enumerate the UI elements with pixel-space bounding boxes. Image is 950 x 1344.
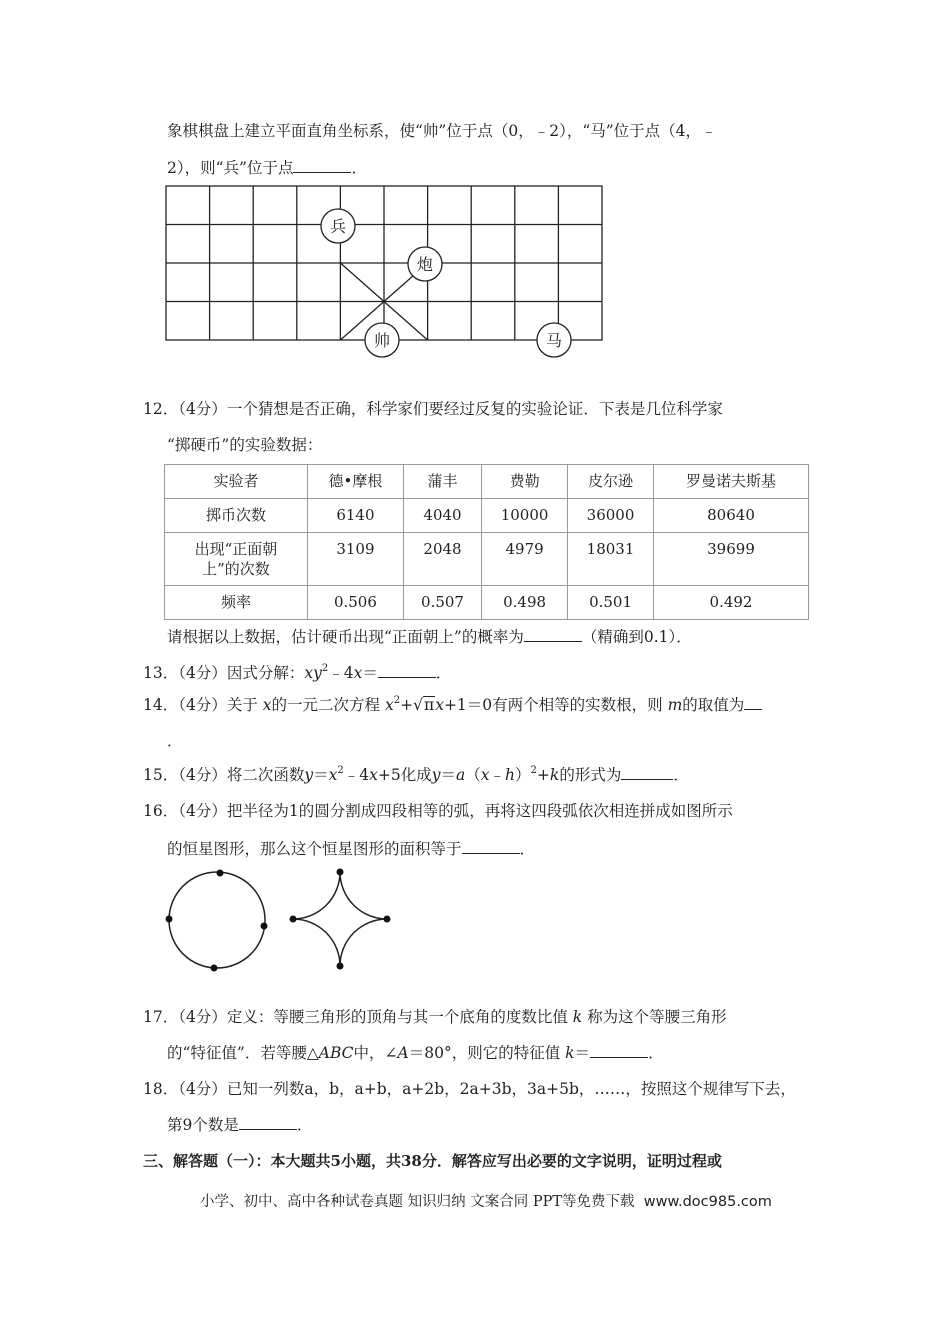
piece-pao <box>408 247 442 281</box>
table-header-cell: 皮尔逊 <box>568 465 654 499</box>
svg-text:马: 马 <box>545 331 563 350</box>
table-cell: 6140 <box>307 499 403 533</box>
answer-blank <box>378 663 436 678</box>
answer-blank <box>590 1043 648 1058</box>
q12-after: 请根据以上数据，估计硬币出现“正面朝上”的概率为 （精确到0.1）． <box>167 628 692 646</box>
table-header-cell: 罗曼诺夫斯基 <box>654 465 809 499</box>
table-cell: 3109 <box>307 533 403 586</box>
q18-line1: 18．（4分）已知一列数a，b，a+b，a+2b，2a+3b，3a+5b，……，按照这个规律写下去， <box>143 1080 796 1098</box>
q16-line2: 的恒星图形，那么这个恒星图形的面积等于 ． <box>167 840 536 858</box>
page-footer: 小学、初中、高中各种试卷真题 知识归纳 文案合同 PPT等免费下载 www.doc985.com <box>200 1194 772 1210</box>
answer-blank <box>293 158 351 173</box>
table-cell: 39699 <box>654 533 809 586</box>
q15-line: 15．（4分）将二次函数$y=x^2﹣4x+5$化成y＝a（x﹣h）$^2$+k的形式为 ． <box>143 765 689 784</box>
table-cell: 36000 <box>568 499 654 533</box>
section-heading: 三、解答题（一）：本大题共5小题，共38分．解答应写出必要的文字说明，证明过程或 <box>143 1152 722 1170</box>
q17-line1: 17．（4分）定义：等腰三角形的顶角与其一个底角的度数比值 k 称为这个等腰三角形 <box>143 1008 727 1026</box>
table-cell: 4979 <box>482 533 568 586</box>
q14-line2: ． <box>167 732 183 750</box>
table-header-cell: 费勒 <box>482 465 568 499</box>
table-header-row <box>165 465 809 499</box>
table-cell: 10000 <box>482 499 568 533</box>
svg-text:兵: 兵 <box>329 217 347 236</box>
q14-line1: 14．（4分）关于 x的一元二次方程 $x^2+√\pi x+1=0$有两个相等的实数根，则 m的取值为 <box>143 694 762 716</box>
q12-line1: 12．（4分）一个猜想是否正确，科学家们要经过反复的实验论证．下表是几位科学家 <box>143 400 723 418</box>
table-header-cell: 德•摩根 <box>307 465 403 499</box>
piece-shuai <box>365 323 399 357</box>
circle-and-star-figure <box>160 866 400 978</box>
piece-bing <box>321 209 355 243</box>
table-row <box>165 533 809 586</box>
q12-line2: “掷硬币”的实验数据： <box>167 436 323 454</box>
table-cell: 0.506 <box>307 586 403 620</box>
table-cell: 0.492 <box>654 586 809 620</box>
table-cell: 0.498 <box>482 586 568 620</box>
table-cell: 0.507 <box>403 586 481 620</box>
q18-line2: 第9个数是 ． <box>167 1116 313 1134</box>
q17-line2: 的“特征值”．若等腰△ABC中，∠A＝80°，则它的特征值 k＝ ． <box>167 1044 664 1062</box>
answer-blank <box>621 765 673 780</box>
star-figure <box>290 869 391 970</box>
q11-line1: 象棋棋盘上建立平面直角坐标系，使“帅”位于点（0，﹣2），“马”位于点（4，﹣ <box>167 122 717 140</box>
table-cell: 0.501 <box>568 586 654 620</box>
table-cell: 2048 <box>403 533 481 586</box>
table-row <box>165 499 809 533</box>
table-cell: 出现“正面朝 上”的次数 <box>165 533 308 586</box>
q13-line: 13．（4分）因式分解：$xy^2﹣4x=$ ． <box>143 663 452 682</box>
table-header-cell: 蒲丰 <box>403 465 481 499</box>
chess-board-figure <box>150 178 620 368</box>
table-cell: 4040 <box>403 499 481 533</box>
piece-ma <box>537 323 571 357</box>
q11-line2: 2），则“兵”位于点 ． <box>167 159 367 177</box>
table-cell: 掷币次数 <box>165 499 308 533</box>
answer-blank <box>239 1115 297 1130</box>
table-cell: 频率 <box>165 586 308 620</box>
svg-text:帅: 帅 <box>373 331 391 350</box>
circle-figure <box>166 870 268 972</box>
table-row <box>165 586 809 620</box>
board-grid <box>166 186 602 340</box>
table-cell: 18031 <box>568 533 654 586</box>
q16-line1: 16．（4分）把半径为1的圆分割成四段相等的弧，再将这四段弧依次相连拼成如图所示 <box>143 802 733 820</box>
answer-blank <box>744 695 762 710</box>
svg-text:炮: 炮 <box>416 255 434 274</box>
coin-toss-table <box>164 464 809 620</box>
table-header-cell: 实验者 <box>165 465 308 499</box>
answer-blank <box>462 839 520 854</box>
answer-blank <box>524 627 582 642</box>
table-cell: 80640 <box>654 499 809 533</box>
